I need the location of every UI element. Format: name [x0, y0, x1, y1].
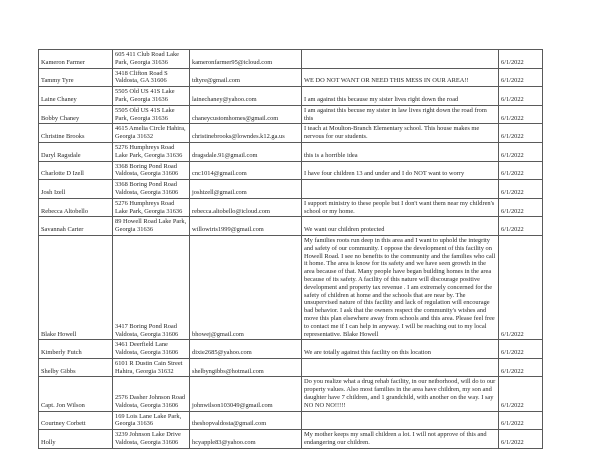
address-cell: 6101 R Dustin Cain Street Hahira, Georgia 31632	[113, 358, 190, 377]
resident-name-cell: Tammy Tyre	[39, 68, 113, 87]
comment-cell: I am against this because my sister lives right down the road	[302, 87, 499, 106]
table-row	[39, 68, 543, 87]
date-cell: 6/1/2022	[499, 358, 543, 377]
email-cell: tdtyre@gmail.com	[190, 68, 302, 87]
comment-cell: We are totally against this facility on this location	[302, 340, 499, 359]
email-cell: theshopvaldosta@gmail.com	[190, 411, 302, 430]
date-cell: 6/1/2022	[499, 68, 543, 87]
resident-name-cell: Josh Izell	[39, 180, 113, 199]
date-cell: 6/1/2022	[499, 377, 543, 411]
address-cell: 5276 Humphreys Road Lake Park, Georgia 31636	[113, 142, 190, 161]
table-row	[39, 235, 543, 339]
email-cell: shelbyngibbs@hotmail.com	[190, 358, 302, 377]
comment-cell: I support ministry to these people but I don't want them near my children's school or my home.	[302, 198, 499, 217]
resident-name-cell: Capt. Jon Wilson	[39, 377, 113, 411]
table-row	[39, 87, 543, 106]
email-cell: lainechaney@yahoo.com	[190, 87, 302, 106]
email-cell: dragsdale.91@gmail.com	[190, 142, 302, 161]
email-cell: bhowej@gmail.com	[190, 235, 302, 339]
date-cell: 6/1/2022	[499, 50, 543, 69]
table-row	[39, 411, 543, 430]
comment-cell: WE DO NOT WANT OR NEED THIS MESS IN OUR AREA!!	[302, 68, 499, 87]
address-cell: 5505 Old US 41S Lake Park, Georgia 31636	[113, 105, 190, 124]
comment-cell	[302, 50, 499, 69]
resident-name-cell: Bobby Chaney	[39, 105, 113, 124]
comment-cell: My families roots run deep in this area and I want to uphold the integrity and safety of our community. I oppose the development of this facility on Howell Road. I see no benefits to the community and the families who call it home. The area is know for its safety and we have seen growth in the area because of that. Many people have began building homes in the area because of its safety. A facility of this nature will discourage positive development and property tax revenue . I am extremely concerned for the safety of children at home and the schools that are near by. The unsupervised nature of this facility and lack of regulation will encourage bad behavior. I ask that the owners respect the community's wishes and move this plan elsewhere away from schools and this area. Please feel free to contact me if I can help in anyway. I will be reaching out to my local representative. Blake Howell	[302, 235, 499, 339]
public-comments-table	[38, 49, 543, 449]
table-row	[39, 358, 543, 377]
table-row	[39, 198, 543, 217]
email-cell: cnc1014@gmail.com	[190, 161, 302, 180]
comment-cell	[302, 180, 499, 199]
address-cell: 3461 Deerfield Lane Valdosta, Georgia 31606	[113, 340, 190, 359]
address-cell: 3239 Johnson Lake Drive Valdosta, Georgia 31606	[113, 430, 190, 449]
table-row	[39, 50, 543, 69]
date-cell: 6/1/2022	[499, 161, 543, 180]
date-cell: 6/1/2022	[499, 180, 543, 199]
resident-name-cell: Christine Brooks	[39, 124, 113, 143]
comment-cell: We want our children protected	[302, 217, 499, 236]
address-cell: 3418 Clifton Road S Valdosta, GA 31606	[113, 68, 190, 87]
email-cell: chaneycustomhomes@gmail.com	[190, 105, 302, 124]
resident-name-cell: Laine Chaney	[39, 87, 113, 106]
resident-name-cell: Holly	[39, 430, 113, 449]
email-cell: johnwilson103049@gmail.com	[190, 377, 302, 411]
resident-name-cell: Kimberly Futch	[39, 340, 113, 359]
resident-name-cell: Charlotte D Izell	[39, 161, 113, 180]
date-cell: 6/1/2022	[499, 124, 543, 143]
email-cell: dixie2685@yahoo.com	[190, 340, 302, 359]
table-body	[39, 50, 543, 449]
email-cell: rebecca.altobello@icloud.com	[190, 198, 302, 217]
resident-name-cell: Savannah Carter	[39, 217, 113, 236]
address-cell: 5505 Old US 41S Lake Park, Georgia 31636	[113, 87, 190, 106]
date-cell: 6/1/2022	[499, 217, 543, 236]
table-row	[39, 377, 543, 411]
email-cell: hcyapple83@yahoo.com	[190, 430, 302, 449]
resident-name-cell: Shelby Gibbs	[39, 358, 113, 377]
date-cell: 6/1/2022	[499, 142, 543, 161]
email-cell: willowiris1999@gmail.com	[190, 217, 302, 236]
date-cell: 6/1/2022	[499, 430, 543, 449]
resident-name-cell: Blake Howell	[39, 235, 113, 339]
address-cell: 3368 Boring Pond Road Valdosta, Georgia 31606	[113, 180, 190, 199]
table-row	[39, 142, 543, 161]
comment-cell: I am against this becuse my sister in law lives right down the road from this	[302, 105, 499, 124]
date-cell: 6/1/2022	[499, 87, 543, 106]
comment-cell: Do you realize what a drug rehab facility, in our neiborhood, will do to our property values. Also most families in the area have children, my son and daughter have 7 children, and 1 grandchild, with another on the way. I say NO NO NO!!!!!	[302, 377, 499, 411]
address-cell: 3417 Boring Pond Road Valdosta, Georgia 31606	[113, 235, 190, 339]
table-row	[39, 217, 543, 236]
email-cell: joshizell@gmail.com	[190, 180, 302, 199]
email-cell: christinebrooks@lowndes.k12.ga.us	[190, 124, 302, 143]
date-cell: 6/1/2022	[499, 105, 543, 124]
date-cell: 6/1/2022	[499, 411, 543, 430]
comment-cell	[302, 411, 499, 430]
resident-name-cell: Kameron Farmer	[39, 50, 113, 69]
comment-cell: this is a horrible idea	[302, 142, 499, 161]
resident-name-cell: Daryl Ragsdale	[39, 142, 113, 161]
address-cell: 605 411 Club Road Lake Park, Georgia 31636	[113, 50, 190, 69]
table-row	[39, 180, 543, 199]
address-cell: 169 Lois Lane Lake Park, Georgia 31636	[113, 411, 190, 430]
table-row	[39, 105, 543, 124]
table-row	[39, 161, 543, 180]
comment-cell: I teach at Moulton-Branch Elementary school. This house makes me nervous for our students.	[302, 124, 499, 143]
email-cell: kameronfarmer95@icloud.com	[190, 50, 302, 69]
address-cell: 5276 Humphreys Road Lake Park, Georgia 31636	[113, 198, 190, 217]
table-row	[39, 340, 543, 359]
comment-cell: I have four children 13 and under and I do NOT want to worry	[302, 161, 499, 180]
table-row	[39, 124, 543, 143]
table-row	[39, 430, 543, 449]
date-cell: 6/1/2022	[499, 235, 543, 339]
resident-name-cell: Rebecca Altobello	[39, 198, 113, 217]
date-cell: 6/1/2022	[499, 198, 543, 217]
comment-cell	[302, 358, 499, 377]
comment-cell: My mother keeps my small children a lot. I will not approve of this and endangering our children.	[302, 430, 499, 449]
address-cell: 3368 Boring Pond Road Valdosta, Georgia 31606	[113, 161, 190, 180]
resident-name-cell: Courtney Corbett	[39, 411, 113, 430]
address-cell: 89 Howell Road Lake Park, Georgia 31636	[113, 217, 190, 236]
address-cell: 2576 Dasher Johnson Road Valdosta, Georgia 31606	[113, 377, 190, 411]
address-cell: 4615 Amelia Circle Hahira, Georgia 31632	[113, 124, 190, 143]
date-cell: 6/1/2022	[499, 340, 543, 359]
